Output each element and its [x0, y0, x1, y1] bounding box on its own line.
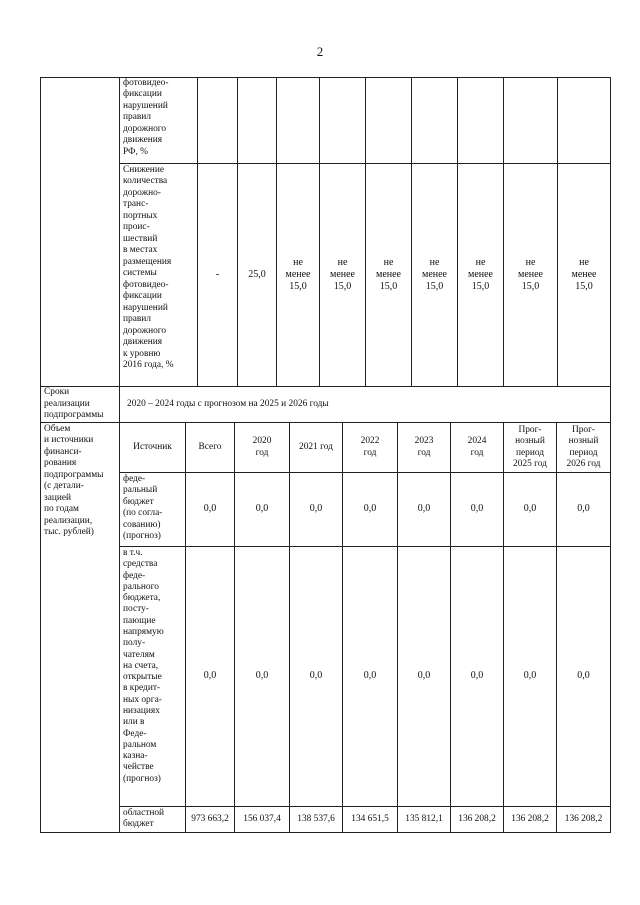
column-header: 2024 год — [467, 436, 487, 458]
funding-value: 0,0 — [309, 503, 323, 515]
funding-value: 0,0 — [470, 503, 484, 515]
indicator-value: не менее 15,0 — [376, 256, 401, 293]
funding-value: 136 208,2 — [564, 813, 603, 824]
funding-source: феде- ральный бюджет (по согла- сованию) (прогноз) — [123, 474, 163, 542]
funding-value: 0,0 — [363, 670, 377, 682]
column-header: Прог- нозный период 2025 год — [513, 424, 547, 469]
indicator-value: не менее 15,0 — [285, 256, 311, 293]
indicator-value: не менее 15,0 — [518, 256, 543, 293]
funding-value: 136 208,2 — [511, 813, 549, 824]
indicator-value: не менее 15,0 — [468, 256, 493, 293]
funding-source: областной бюджет — [123, 808, 165, 830]
subprogram-passport-table — [40, 77, 611, 833]
indicator-value: 25,0 — [248, 268, 266, 280]
funding-value: 0,0 — [417, 670, 431, 682]
funding-value: 156 037,4 — [243, 813, 281, 824]
column-header: 2020 год — [252, 436, 272, 458]
column-header: Всего — [198, 441, 222, 452]
funding-value: 0,0 — [577, 670, 590, 682]
funding-value: 0,0 — [470, 670, 484, 682]
indicator-name: фотовидео- фиксации нарушений правил дорожного движения РФ, % — [123, 78, 169, 157]
column-header: 2021 год — [299, 441, 333, 452]
funding-value: 136 208,2 — [458, 813, 496, 824]
funding-value: 135 812,1 — [405, 813, 443, 824]
funding-value: 0,0 — [255, 503, 269, 515]
terms-label: Сроки реализации подпрограммы — [44, 387, 104, 421]
funding-label: Объем и источники финанси- рования подпрограммы (с детали- зацией по годам реализации, тыс. рублей) — [44, 424, 104, 538]
column-header: 2022 год — [360, 436, 380, 458]
column-header: Источник — [133, 441, 172, 452]
page-number: 2 — [316, 44, 324, 59]
column-header: 2023 год — [414, 436, 434, 458]
funding-value: 0,0 — [363, 503, 377, 515]
indicator-name: Снижение количества дорожно- транс- портных проис- шествий в местах размещения системы фотовидео- фиксации нарушений правил дорожного движения к уровню 2016 года, % — [123, 165, 174, 370]
funding-value: 0,0 — [417, 503, 431, 515]
funding-value: 0,0 — [203, 503, 217, 515]
funding-value: 0,0 — [255, 670, 269, 682]
terms-value: 2020 – 2024 годы с прогнозом на 2025 и 2026 годы — [127, 398, 329, 409]
funding-value: 0,0 — [523, 670, 537, 682]
funding-value: 0,0 — [309, 670, 323, 682]
funding-value: 973 663,2 — [191, 813, 229, 824]
indicator-value: - — [215, 268, 220, 280]
funding-value: 134 651,5 — [351, 813, 389, 824]
column-header: Прог- нозный период 2026 год — [566, 424, 601, 469]
indicator-value: не менее 15,0 — [422, 256, 447, 293]
funding-value: 0,0 — [577, 503, 590, 515]
funding-value: 0,0 — [203, 670, 217, 682]
funding-source: в т.ч. средства феде- рального бюджета, посту- пающие напрямую полу- чателям на счета, открытые в кредит- ных орга- низациях или в Феде- ральном казна- чействе (прогноз) — [123, 548, 164, 784]
funding-value: 138 537,6 — [297, 813, 335, 824]
funding-value: 0,0 — [523, 503, 537, 515]
indicator-value: не менее 15,0 — [571, 256, 597, 293]
indicator-value: не менее 15,0 — [330, 256, 355, 293]
